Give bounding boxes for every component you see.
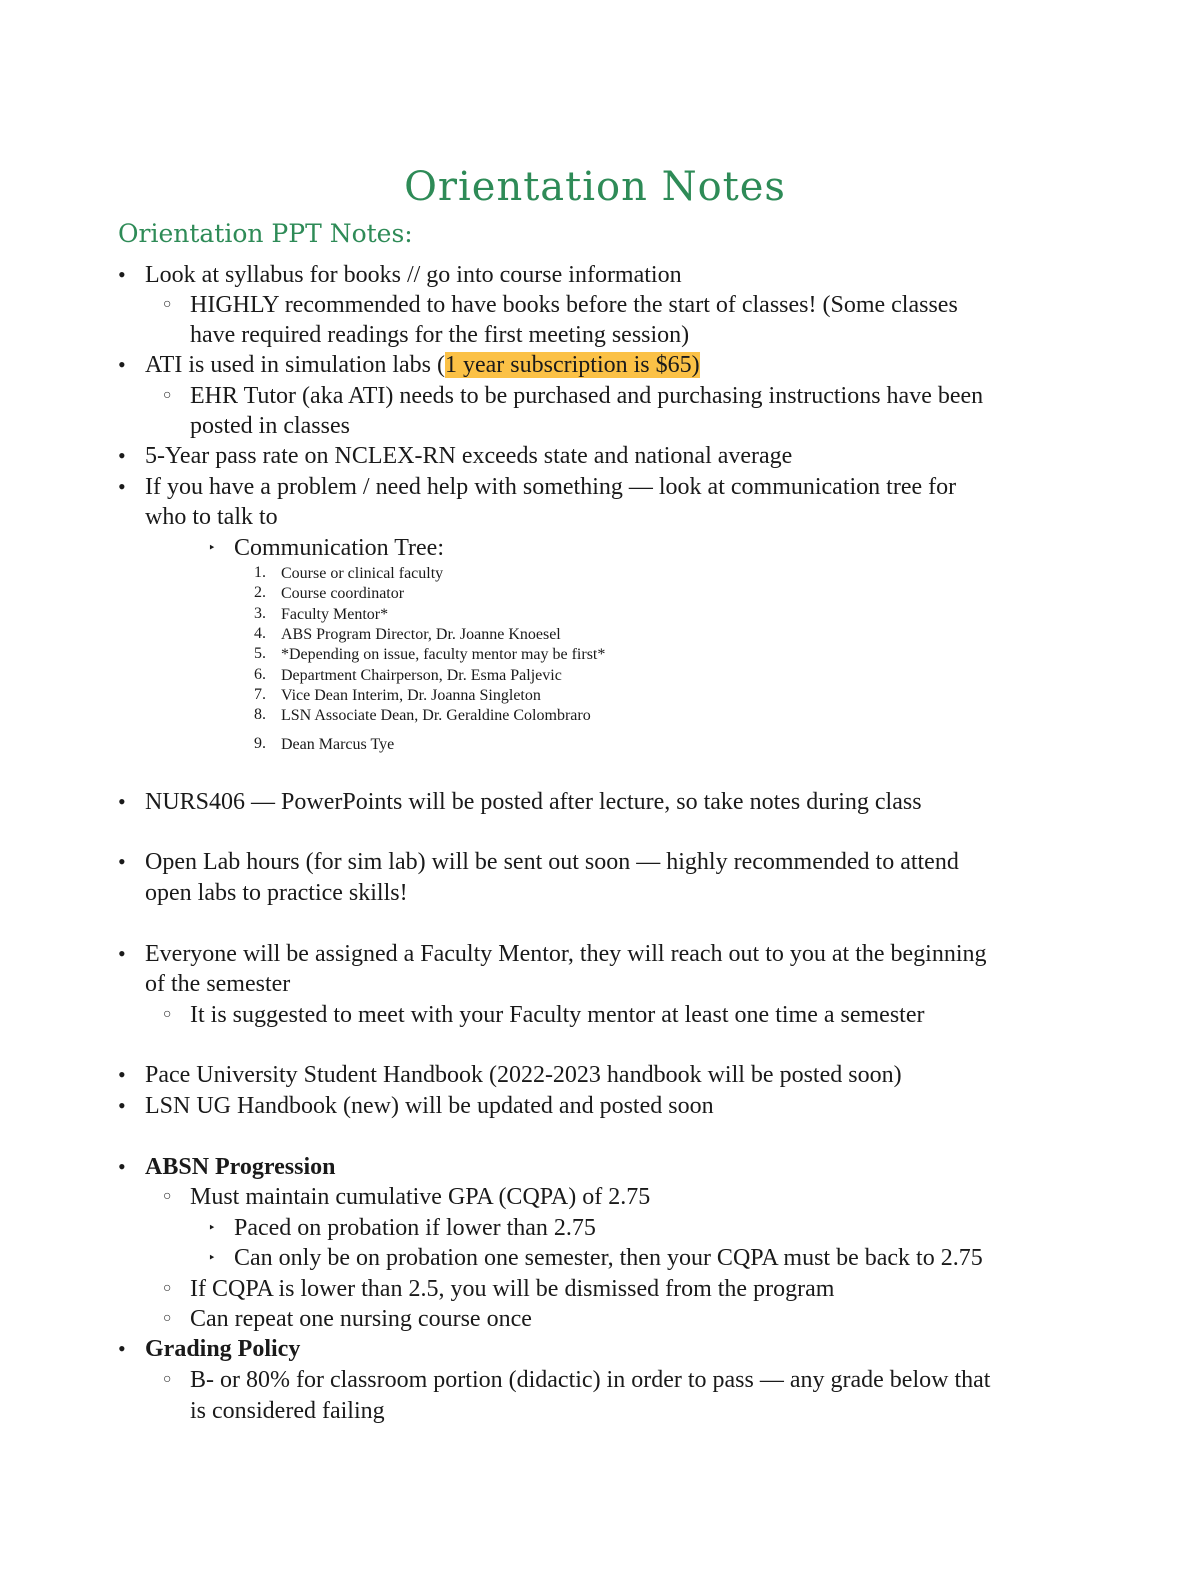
list-item: EHR Tutor (aka ATI) needs to be purchased and purchasing instructions have been: [190, 383, 984, 409]
list-number: 3.: [254, 605, 266, 622]
bullet-icon: •: [118, 474, 126, 499]
circle-bullet-icon: ○: [163, 1372, 172, 1387]
circle-bullet-icon: ○: [163, 1281, 172, 1296]
list-item: [145, 350, 700, 380]
list-number: 7.: [254, 686, 266, 703]
list-item-continued: open labs to practice skills!: [145, 880, 408, 906]
list-item: Look at syllabus for books // go into course information: [145, 262, 682, 288]
list-item: NURS406 — PowerPoints will be posted after lecture, so take notes during class: [145, 789, 922, 815]
bullet-icon: •: [118, 1154, 126, 1179]
list-item-continued: posted in classes: [190, 413, 350, 439]
list-item-text: ATI is used in simulation labs (: [145, 352, 445, 378]
list-item: LSN UG Handbook (new) will be updated and posted soon: [145, 1093, 714, 1119]
tree-item: ABS Program Director, Dr. Joanne Knoesel: [281, 626, 561, 643]
list-item: Everyone will be assigned a Faculty Mentor, they will reach out to you at the beginning: [145, 941, 987, 967]
bullet-icon: •: [118, 849, 126, 874]
list-number: 1.: [254, 564, 266, 581]
bullet-icon: •: [118, 1062, 126, 1087]
arrow-bullet-icon: ‣: [208, 1250, 216, 1265]
arrow-bullet-icon: ‣: [208, 1220, 216, 1235]
list-item-continued: have required readings for the first meeting session): [190, 322, 690, 348]
bullet-icon: •: [118, 262, 126, 287]
tree-item: Dean Marcus Tye: [281, 736, 395, 753]
list-item: B- or 80% for classroom portion (didactic) in order to pass — any grade below that: [190, 1367, 991, 1393]
list-item: Paced on probation if lower than 2.75: [234, 1215, 596, 1241]
tree-item: Course or clinical faculty: [281, 565, 444, 582]
list-item-continued: is considered failing: [190, 1398, 385, 1424]
bullet-icon: •: [118, 1093, 126, 1118]
list-item: Can only be on probation one semester, then your CQPA must be back to 2.75: [234, 1245, 983, 1271]
arrow-bullet-icon: ‣: [208, 540, 216, 555]
list-number: 2.: [254, 584, 266, 601]
list-number: 4.: [254, 625, 266, 642]
list-item: 5-Year pass rate on NCLEX-RN exceeds state and national average: [145, 443, 793, 469]
bullet-icon: •: [118, 941, 126, 966]
circle-bullet-icon: ○: [163, 1007, 172, 1022]
list-item: Can repeat one nursing course once: [190, 1306, 532, 1332]
tree-item: LSN Associate Dean, Dr. Geraldine Colombraro: [281, 707, 591, 724]
list-number: 5.: [254, 645, 266, 662]
list-number: 6.: [254, 666, 266, 683]
bullet-icon: •: [118, 443, 126, 468]
tree-item: *Depending on issue, faculty mentor may be first*: [281, 646, 606, 663]
bullet-icon: •: [118, 1336, 126, 1361]
list-item-heading: ABSN Progression: [145, 1154, 336, 1180]
document-title: Orientation Notes: [404, 164, 786, 210]
list-item: If CQPA is lower than 2.5, you will be dismissed from the program: [190, 1276, 835, 1302]
tree-item: Department Chairperson, Dr. Esma Paljevic: [281, 667, 562, 684]
tree-item: Faculty Mentor*: [281, 606, 389, 623]
bullet-icon: •: [118, 789, 126, 814]
list-item: Must maintain cumulative GPA (CQPA) of 2.75: [190, 1184, 651, 1210]
list-item: If you have a problem / need help with something — look at communication tree for: [145, 474, 957, 500]
list-item: It is suggested to meet with your Faculty mentor at least one time a semester: [190, 1002, 925, 1028]
list-item-continued: of the semester: [145, 971, 291, 997]
circle-bullet-icon: ○: [163, 388, 172, 403]
list-item: Communication Tree:: [234, 535, 444, 561]
circle-bullet-icon: ○: [163, 1311, 172, 1326]
list-number: 8.: [254, 706, 266, 723]
tree-item: Vice Dean Interim, Dr. Joanna Singleton: [281, 687, 541, 704]
list-item-continued: who to talk to: [145, 504, 278, 530]
highlighted-text: 1 year subscription is $65): [444, 352, 700, 378]
section-heading: Orientation PPT Notes:: [118, 219, 413, 248]
list-item: HIGHLY recommended to have books before the start of classes! (Some classes: [190, 292, 958, 318]
circle-bullet-icon: ○: [163, 297, 172, 312]
bullet-icon: •: [118, 352, 126, 377]
list-item: Open Lab hours (for sim lab) will be sent out soon — highly recommended to attend: [145, 849, 959, 875]
list-number: 9.: [254, 735, 266, 752]
tree-item: Course coordinator: [281, 585, 405, 602]
list-item-heading: Grading Policy: [145, 1336, 301, 1362]
circle-bullet-icon: ○: [163, 1189, 172, 1204]
list-item: Pace University Student Handbook (2022-2023 handbook will be posted soon): [145, 1062, 902, 1088]
